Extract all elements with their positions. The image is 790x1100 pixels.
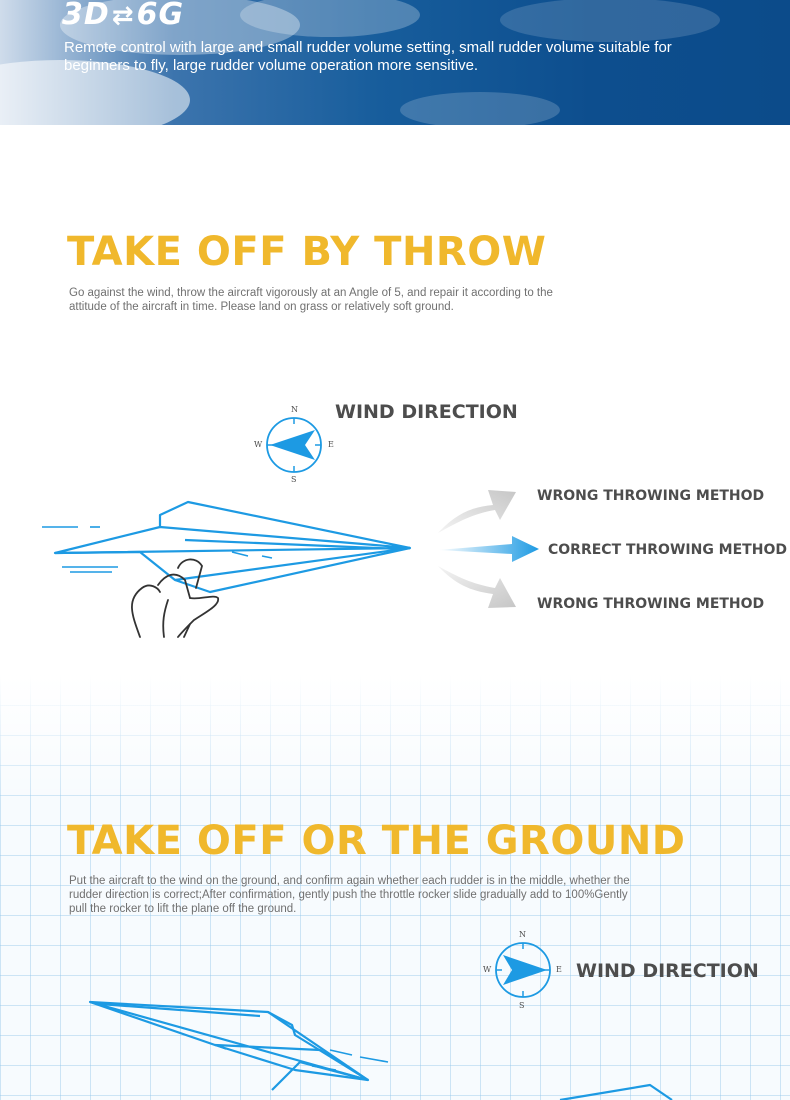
ground-description: Put the aircraft to the wind on the ground, and confirm again whether each rudder is in the middle, whether the rudder direction is correct;After confirmation, gently push the throttle rocker slide gradually add to 100%Gently pull the rocker to lift the plane off the ground. xyxy=(69,875,630,915)
mode-logo-left: 3D xyxy=(62,0,110,32)
ground-compass-n: N xyxy=(519,930,526,939)
ground-title: TAKE OFF OR THE GROUND xyxy=(67,818,686,864)
throw-compass-n: N xyxy=(291,405,298,414)
throw-wind-label: WIND DIRECTION xyxy=(335,401,518,423)
throw-title: TAKE OFF BY THROW xyxy=(67,229,547,275)
ground-wind-label: WIND DIRECTION xyxy=(576,960,759,982)
throw-compass-w: W xyxy=(254,440,263,449)
swap-arrows-icon: ⇄ xyxy=(111,1,135,31)
wrong-method-upper: WRONG THROWING METHOD xyxy=(537,488,765,504)
ground-compass-e: E xyxy=(556,965,562,974)
mode-logo-right: 6G xyxy=(136,0,185,32)
wrong-method-lower: WRONG THROWING METHOD xyxy=(537,596,765,612)
ground-compass-w: W xyxy=(483,965,492,974)
throw-description: Go against the wind, throw the aircraft vigorously at an Angle of 5, and repair it according to the attitude of the aircraft in time. Please land on grass or relatively soft ground. xyxy=(69,287,553,313)
throw-compass-s: S xyxy=(291,475,297,484)
ground-compass-s: S xyxy=(519,1001,525,1010)
correct-method: CORRECT THROWING METHOD xyxy=(548,542,787,558)
banner-description: Remote control with large and small rudder volume setting, small rudder volume suitable for beginners to fly, large rudder volume operation more sensitive. xyxy=(64,39,672,74)
throw-compass-e: E xyxy=(328,440,334,449)
